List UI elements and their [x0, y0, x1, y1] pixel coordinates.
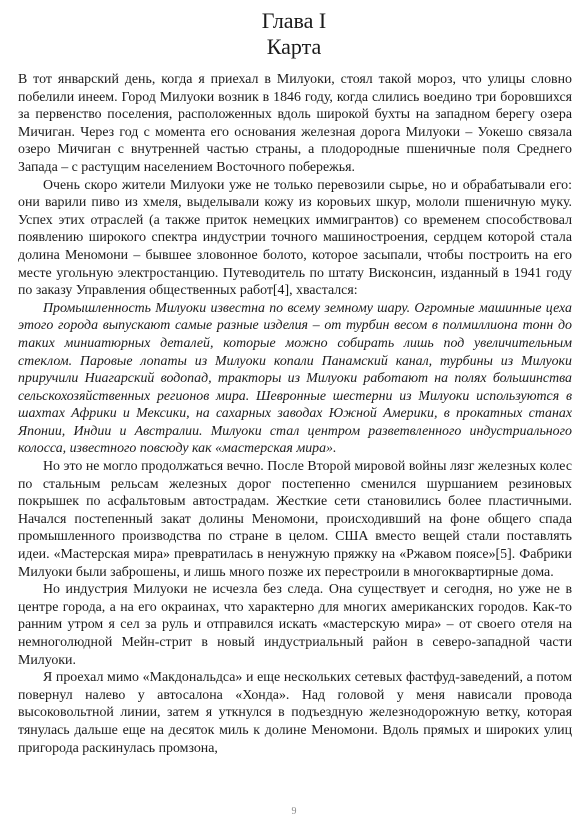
chapter-title: Карта: [266, 34, 322, 59]
chapter-number: Глава I: [261, 8, 327, 33]
paragraph: Я проехал мимо «Макдональдса» и еще нескольких сетевых фастфуд-заведений, а потом повернул налево у автосалона «Хонда». Над головой у меня нависали провода высоковольтной линии, затем я уткнулся в подъездную железнодорожную ветку, которая тянулась дальше еще на десяток миль к долине Меномони. Вдоль прямых и широких улиц пригорода раскинулась промзона,: [18, 670, 572, 756]
page-number: 9: [291, 806, 297, 817]
paragraph: В тот январский день, когда я приехал в Милуоки, стоял такой мороз, что улицы словно побелили инеем. Город Милуоки возник в 1846 году, когда слились воедино три боровшихся за первенство поселения, расположенных вдоль широкой бухты на западном берегу озера Мичиган. Через год с момента его основания железная дорога Милуоки – Уокешо связала озеро Мичиган с внутренней частью страны, а плодородные пшеничные поля Среднего Запада – с растущим населением Восточного побережья.: [18, 72, 572, 175]
block-quote: Промышленность Милуоки известна по всему земному шару. Огромные машинные цеха этого города выпускают самые разные изделия – от турбин весом в полмиллиона тонн до таких миниатюрных деталей, которые можно собирать лишь под увеличительным стеклом. Паровые лопаты из Милуоки копали Панамский канал, турбины из Милуоки приручили Ниагарский водопад, тракторы из Милуоки работают на полях большинства сельскохозяйственных регионов мира. Шевронные шестерни из Милуоки используются в шахтах Африки и Мексики, на сахарных заводах Южной Америки, в прокатных станах Японии, Индии и Австралии. Милуоки стал центром разветвленного индустриального колосса, известного повсюду как «мастерская мира».: [18, 300, 572, 457]
body-text: [18, 71, 572, 757]
chapter-heading: [0, 8, 588, 60]
paragraph: Очень скоро жители Милуоки уже не только перевозили сырье, но и обрабатывали его: они варили пиво из хмеля, выделывали кожу из коровьих шкур, мололи пшеничную муку. Успех этих отраслей (а также приток немецких иммигрантов) со временем способствовал появлению широкого спектра индустрии точного машиностроения, сердцем которой стала долина Меномони – бывшее зловонное болото, которое засыпали, чтобы построить на его месте угольную электростанцию. Путеводитель по штату Висконсин, изданный в 1941 году по заказу Управления общественных работ[4], хвастался:: [18, 177, 572, 299]
paragraph: Но индустрия Милуоки не исчезла без следа. Она существует и сегодня, но уже не в центре города, а на его окраинах, что характерно для многих американских городов. Как-то ранним утром я сел за руль и отправился искать «мастерскую мира» – от своего отеля на немноголюдной Мейн-стрит в новый индустриальный район в северо-западной части Милуоки.: [18, 582, 572, 668]
paragraph: Но это не могло продолжаться вечно. После Второй мировой войны лязг железных колес по стальным рельсам железных дорог постепенно сменился шуршанием резиновых покрышек по асфальтовым автострадам. Жесткие сети становились более пластичными. Начался постепенный закат долины Меномони, происходивший на фоне общего спада промышленного производства по стране в целом. США вместо вещей стали поставлять идеи. «Мастерская мира» превратилась в ненужную пряжку на «Ржавом поясе»[5]. Фабрики Милуоки были заброшены, и лишь много позже их перестроили в многоквартирные дома.: [18, 459, 572, 580]
